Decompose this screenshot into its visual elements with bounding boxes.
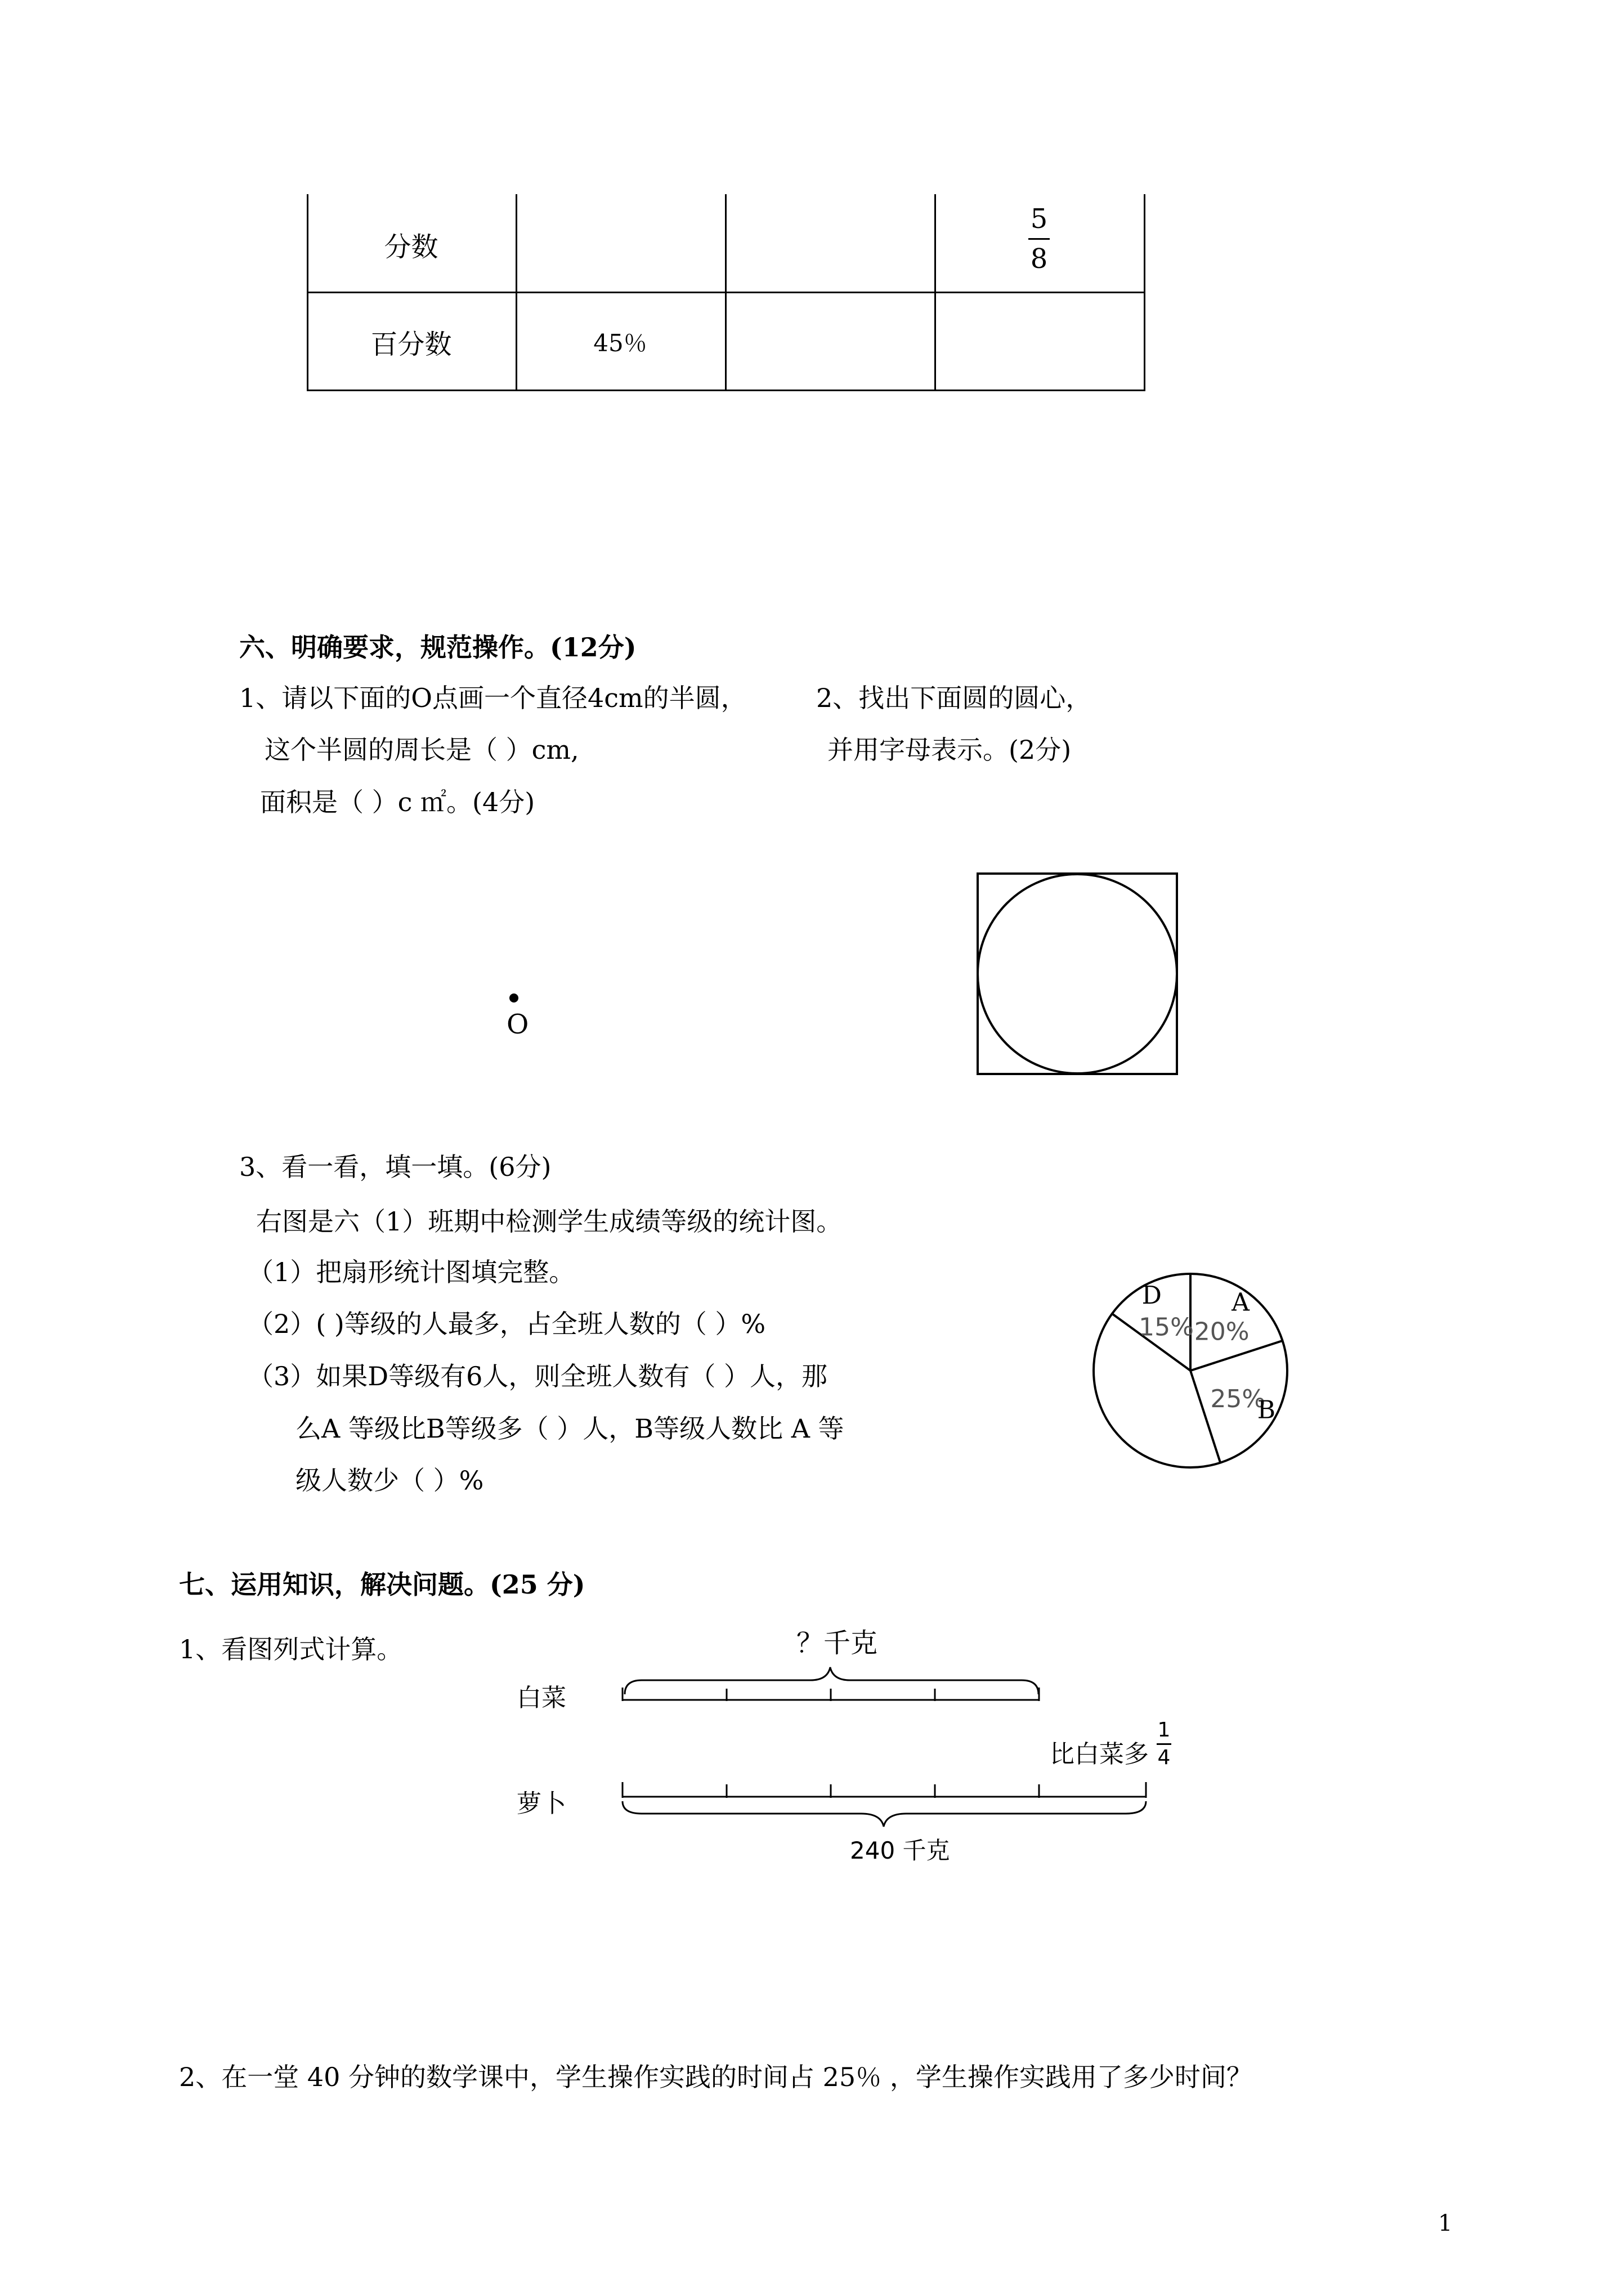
table-row-divider bbox=[307, 292, 1145, 293]
percent-value: 45％ bbox=[593, 329, 647, 357]
square-circle-figure bbox=[977, 872, 1179, 1076]
s7-q2: 2、在一堂 40 分钟的数学课中，学生操作实践的时间占 25％ ，学生操作实践用了多少时间？ bbox=[179, 2062, 1252, 2092]
inscribed-circle bbox=[978, 874, 1177, 1073]
q3-line6: 级人数少（ ）% bbox=[295, 1465, 484, 1496]
q2-line1: 2、找出下面圆的圆心， bbox=[816, 683, 1092, 713]
q2-line2: 并用字母表示。(2分) bbox=[827, 735, 1072, 765]
fraction-denominator: 4 bbox=[1157, 1746, 1171, 1769]
pie-slice-a-label: A bbox=[1232, 1288, 1250, 1317]
pie-slice-b-value: 25% bbox=[1210, 1384, 1266, 1413]
pie-slice-b-label: B bbox=[1257, 1395, 1276, 1425]
page-number: 1 bbox=[1438, 2210, 1453, 2236]
section7-heading: 七、运用知识，解决问题。(25 分) bbox=[179, 1569, 585, 1600]
point-o-label: O bbox=[507, 1009, 529, 1040]
row-label-percent: 百分数 bbox=[370, 329, 452, 360]
q3-line1: 右图是六（1）班期中检测学生成绩等级的统计图。 bbox=[256, 1206, 843, 1237]
row-label-fraction: 分数 bbox=[384, 231, 438, 263]
diagram-unknown-label: ？千克 bbox=[796, 1627, 878, 1659]
more-than-cabbage-label: 比白菜多 bbox=[1050, 1740, 1149, 1769]
q1-line3: 面积是（ ）c ㎡。(4分) bbox=[260, 787, 535, 817]
section6-heading: 六、明确要求，规范操作。(12分) bbox=[239, 632, 637, 663]
fraction-five-eighths bbox=[934, 204, 1144, 274]
q1-line2: 这个半圆的周长是（ ）cm, bbox=[265, 735, 579, 765]
bottom-brace bbox=[623, 1801, 1146, 1827]
table-border-bottom bbox=[307, 390, 1145, 391]
fraction-denominator: 8 bbox=[1030, 243, 1048, 275]
q3-line4: （3）如果D等级有6人，则全班人数有（ ）人，那 bbox=[248, 1361, 828, 1391]
pie-slice-d-value: 15% bbox=[1139, 1313, 1194, 1342]
fraction-numerator: 5 bbox=[1030, 203, 1048, 235]
conversion-table bbox=[307, 194, 1145, 391]
pie-slice-a-value: 20% bbox=[1194, 1317, 1250, 1346]
q3-line2: （1）把扇形统计图填完整。 bbox=[248, 1257, 575, 1287]
cabbage-label: 白菜 bbox=[517, 1684, 566, 1712]
pie-slice-d-label: D bbox=[1141, 1281, 1162, 1310]
radish-label: 萝卜 bbox=[517, 1789, 566, 1818]
point-o bbox=[509, 993, 518, 1002]
q3-line5: 么A 等级比B等级多（ ）人，B等级人数比 A 等 bbox=[295, 1413, 844, 1444]
segment-diagram bbox=[619, 1666, 1159, 1829]
total-weight-label: 240 千克 bbox=[850, 1837, 950, 1864]
fraction-numerator: 1 bbox=[1157, 1718, 1171, 1742]
q1-line1: 1、请以下面的O点画一个直径4cm的半圆， bbox=[239, 683, 747, 713]
q3-heading: 3、看一看，填一填。(6分) bbox=[239, 1152, 552, 1182]
q3-line3: （2）( )等级的人最多，占全班人数的（ ）% bbox=[248, 1309, 766, 1339]
grade-pie-chart bbox=[1086, 1266, 1295, 1475]
s7-q1: 1、看图列式计算。 bbox=[179, 1634, 403, 1664]
fraction-bar bbox=[1028, 238, 1050, 240]
